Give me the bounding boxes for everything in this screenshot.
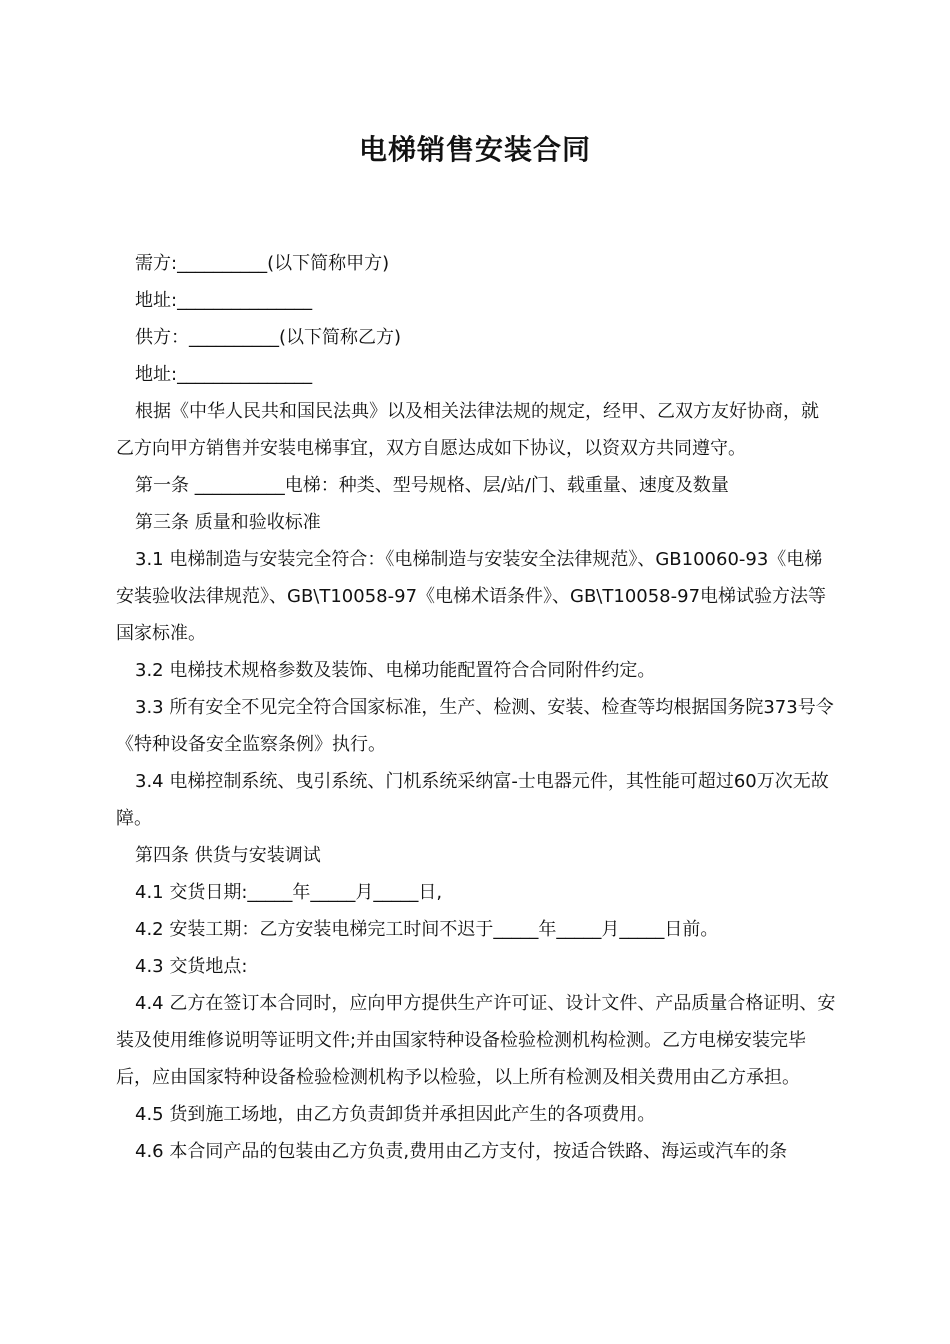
- seller-line: 供方：__________(以下简称乙方): [135, 327, 402, 348]
- clause-4-5: 4.5 货到施工场地，由乙方负责卸货并承担因此产生的各项费用。: [135, 1104, 656, 1125]
- document-title: 电梯销售安装合同: [358, 133, 591, 166]
- clause-4-1: 4.1 交货日期:_____年_____月_____日,: [135, 882, 443, 903]
- clause-4-3: 4.3 交货地点:: [135, 956, 248, 977]
- clause-3-1: 3.1 电梯制造与安装完全符合：《电梯制造与安装安全法律规范》、GB10060-93《电梯安装验收法律规范》、GB\T10058-97《电梯术语条件》、GB\T10058-97电梯试验方法等国家标准。: [116, 549, 827, 644]
- clause-3-2: 3.2 电梯技术规格参数及装饰、电梯功能配置符合合同附件约定。: [135, 660, 656, 681]
- seller-address-line: 地址:_______________: [135, 364, 313, 385]
- document-body: [116, 245, 836, 1170]
- clause-4-6: 4.6 本合同产品的包装由乙方负责,费用由乙方支付，按适合铁路、海运或汽车的条: [135, 1141, 788, 1162]
- article-4-heading: 第四条 供货与安装调试: [135, 845, 321, 866]
- clause-4-2: 4.2 安装工期：乙方安装电梯完工时间不迟于_____年_____月_____日前。: [135, 919, 719, 940]
- clause-4-4: 4.4 乙方在签订本合同时，应向甲方提供生产许可证、设计文件、产品质量合格证明、安装及使用维修说明等证明文件;并由国家特种设备检验检测机构检测。乙方电梯安装完毕后，应由国家特种设备检验检测机构予以检验，以上所有检测及相关费用由乙方承担。: [116, 993, 836, 1088]
- buyer-line: 需方:__________(以下简称甲方): [135, 253, 390, 274]
- article-1-heading: 第一条 __________电梯：种类、型号规格、层/站/门、载重量、速度及数量: [135, 475, 729, 496]
- article-3-heading: 第三条 质量和验收标准: [135, 512, 321, 533]
- buyer-address-line: 地址:_______________: [135, 290, 313, 311]
- preamble-paragraph: 根据《中华人民共和国民法典》以及相关法律法规的规定，经甲、乙双方友好协商，就乙方向甲方销售并安装电梯事宜，双方自愿达成如下协议，以资双方共同遵守。: [116, 401, 819, 459]
- clause-3-3: 3.3 所有安全不见完全符合国家标准，生产、检测、安装、检查等均根据国务院373号令《特种设备安全监察条例》执行。: [116, 697, 834, 755]
- clause-3-4: 3.4 电梯控制系统、曳引系统、门机系统采纳富-士电器元件，其性能可超过60万次无故障。: [116, 771, 829, 829]
